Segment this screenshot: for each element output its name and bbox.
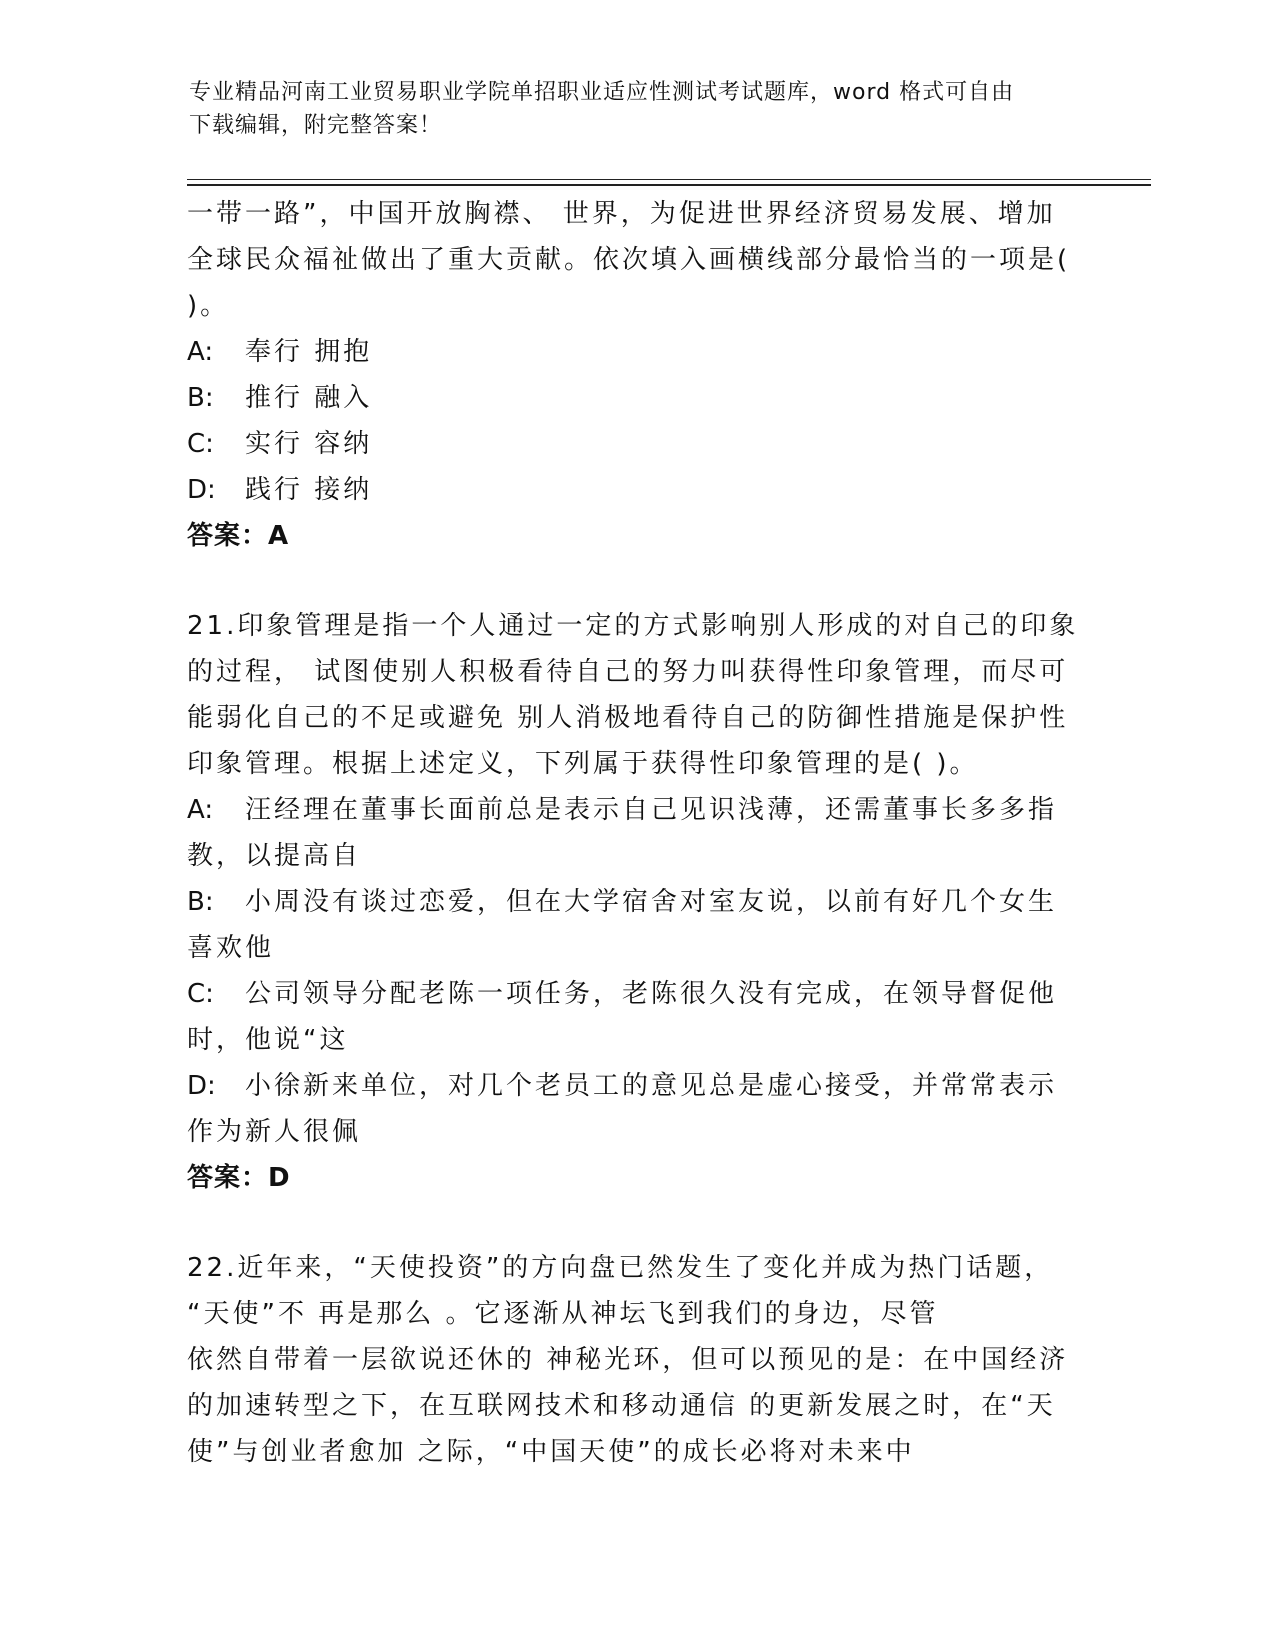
- option-a: [187, 787, 1087, 833]
- option-b: [187, 375, 1087, 421]
- question-stem-line: 的加速转型之下，在互联网技术和移动通信 的更新发展之时，在“天: [187, 1391, 1056, 1421]
- question-stem-line: “天使”不 再是那么 。它逐渐从神坛飞到我们的身边，尽管: [187, 1299, 939, 1329]
- spacer: [187, 559, 1087, 603]
- option-label: B:: [187, 887, 214, 917]
- option-a-continued: 教，以提高自: [187, 841, 362, 871]
- header-divider-thin: [187, 179, 1151, 180]
- option-c: [187, 971, 1087, 1017]
- option-b: [187, 879, 1087, 925]
- question-stem-line: 能弱化自己的不足或避免 别人消极地看待自己的防御性措施是保护性: [187, 703, 1069, 733]
- question-22: [187, 1245, 1087, 1475]
- option-c-continued: 时，他说“这: [187, 1025, 349, 1055]
- page-header: [189, 76, 1069, 142]
- option-c: [187, 421, 1087, 467]
- option-text: 推行 融入: [245, 383, 373, 413]
- question-stem-line: 的过程， 试图使别人积极看待自己的努力叫获得性印象管理，而尽可: [187, 657, 1069, 687]
- question-stem-line: 22.近年来，“天使投资”的方向盘已然发生了变化并成为热门话题，: [187, 1253, 1054, 1283]
- option-label: C:: [187, 979, 214, 1009]
- question-stem-line: 印象管理。根据上述定义，下列属于获得性印象管理的是( )。: [187, 749, 979, 779]
- question-20: [187, 191, 1087, 559]
- question-21: [187, 603, 1087, 1201]
- option-b-continued: 喜欢他: [187, 933, 275, 963]
- option-text: 汪经理在董事长面前总是表示自己见识浅薄，还需董事长多多指: [245, 795, 1058, 825]
- option-text: 公司领导分配老陈一项任务，老陈很久没有完成，在领导督促他: [245, 979, 1058, 1009]
- option-label: B:: [187, 383, 214, 413]
- option-text: 小徐新来单位，对几个老员工的意见总是虚心接受，并常常表示: [245, 1071, 1058, 1101]
- option-a: [187, 329, 1087, 375]
- answer-line: 答案：A: [187, 521, 290, 551]
- option-text: 奉行 拥抱: [245, 337, 373, 367]
- option-d-continued: 作为新人很佩: [187, 1117, 362, 1147]
- option-text: 小周没有谈过恋爱，但在大学宿舍对室友说，以前有好几个女生: [245, 887, 1058, 917]
- spacer: [187, 1201, 1087, 1245]
- option-label: D:: [187, 1071, 216, 1101]
- option-text: 践行 接纳: [245, 475, 373, 505]
- document-body: [187, 191, 1087, 1475]
- question-stem-line: 使”与创业者愈加 之际，“中国天使”的成长必将对未来中: [187, 1437, 915, 1467]
- header-divider-thick: [187, 184, 1151, 186]
- option-label: D:: [187, 475, 216, 505]
- header-line-1: 专业精品河南工业贸易职业学院单招职业适应性测试考试题库，word 格式可自由: [189, 80, 1015, 105]
- header-line-2: 下载编辑，附完整答案！: [189, 113, 443, 138]
- question-stem-line: 一带一路”，中国开放胸襟、 世界，为促进世界经济贸易发展、增加: [187, 199, 1056, 229]
- option-label: A:: [187, 795, 214, 825]
- answer-line: 答案：D: [187, 1163, 291, 1193]
- question-stem-line: 依然自带着一层欲说还休的 神秘光环，但可以预见的是：在中国经济: [187, 1345, 1069, 1375]
- option-d: [187, 467, 1087, 513]
- option-label: C:: [187, 429, 214, 459]
- question-stem-line: 21.印象管理是指一个人通过一定的方式影响别人形成的对自己的印象: [187, 611, 1079, 641]
- question-stem-line: )。: [187, 291, 230, 321]
- question-stem-line: 全球民众福祉做出了重大贡献。依次填入画横线部分最恰当的一项是(: [187, 245, 1071, 275]
- option-text: 实行 容纳: [245, 429, 373, 459]
- option-label: A:: [187, 337, 214, 367]
- option-d: [187, 1063, 1087, 1109]
